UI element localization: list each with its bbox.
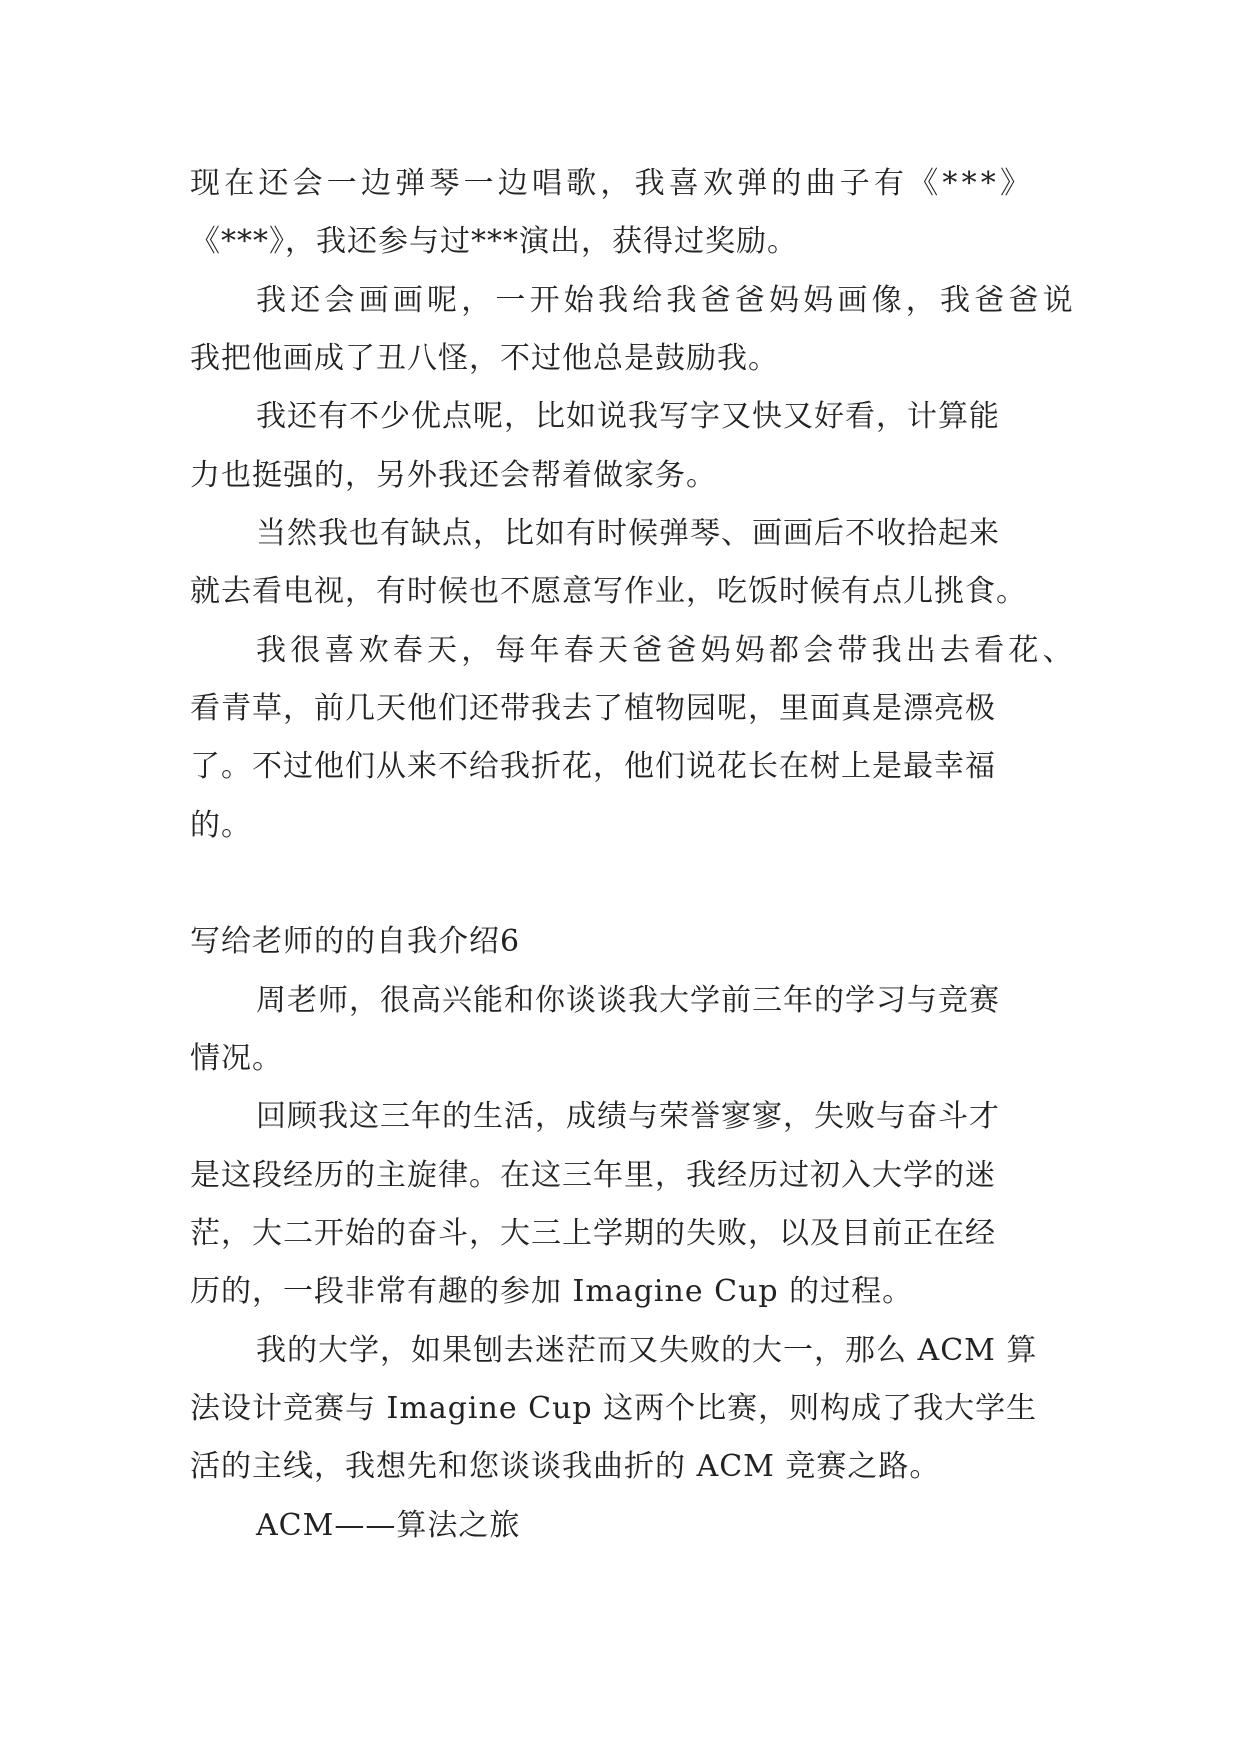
body-text-line: 了。不过他们从来不给我折花，他们说花长在树上是最幸福 (190, 749, 996, 784)
body-text-line: 茫，大二开始的奋斗，大三上学期的失败，以及目前正在经 (190, 1216, 996, 1251)
paragraph-first-line: 回顾我这三年的生活，成绩与荣誉寥寥，失败与奋斗才 (256, 1099, 1000, 1134)
paragraph-first-line: 我的大学，如果刨去迷茫而又失败的大一，那么 ACM 算 (256, 1333, 1038, 1368)
section-heading: 写给老师的的自我介绍6 (190, 924, 521, 959)
body-text-line: 《***》，我还参与过***演出，获得过奖励。 (190, 224, 798, 259)
body-text-line: 历的，一段非常有趣的参加 Imagine Cup 的过程。 (190, 1274, 914, 1309)
body-text-line: 情况。 (190, 1041, 283, 1076)
body-text-line: 现在还会一边弹琴一边唱歌，我喜欢弹的曲子有《***》 (190, 166, 1035, 201)
subheading-line: ACM——算法之旅 (256, 1508, 521, 1543)
paragraph-first-line: 周老师，很高兴能和你谈谈我大学前三年的学习与竞赛 (256, 983, 1000, 1018)
body-text-line: 我把他画成了丑八怪，不过他总是鼓励我。 (190, 341, 779, 376)
body-text-line: 是这段经历的主旋律。在这三年里，我经历过初入大学的迷 (190, 1158, 996, 1193)
paragraph-first-line: 我还有不少优点呢，比如说我写字又快又好看，计算能 (256, 399, 1000, 434)
paragraph-first-line: 我很喜欢春天，每年春天爸爸妈妈都会带我出去看花、 (256, 633, 1077, 668)
body-text-line: 就去看电视，有时候也不愿意写作业，吃饭时候有点儿挑食。 (190, 574, 1027, 609)
paragraph-first-line: 我还会画画呢，一开始我给我爸爸妈妈画像，我爸爸说 (256, 283, 1077, 318)
body-text-line: 看青草，前几天他们还带我去了植物园呢，里面真是漂亮极 (190, 691, 996, 726)
paragraph-first-line: 当然我也有缺点，比如有时候弹琴、画画后不收拾起来 (256, 516, 1000, 551)
body-text-line: 力也挺强的，另外我还会帮着做家务。 (190, 458, 717, 493)
body-text-line: 的。 (190, 808, 252, 843)
body-text-line: 法设计竞赛与 Imagine Cup 这两个比赛，则构成了我大学生 (190, 1391, 1038, 1426)
body-text-line: 活的主线，我想先和您谈谈我曲折的 ACM 竞赛之路。 (190, 1449, 941, 1484)
